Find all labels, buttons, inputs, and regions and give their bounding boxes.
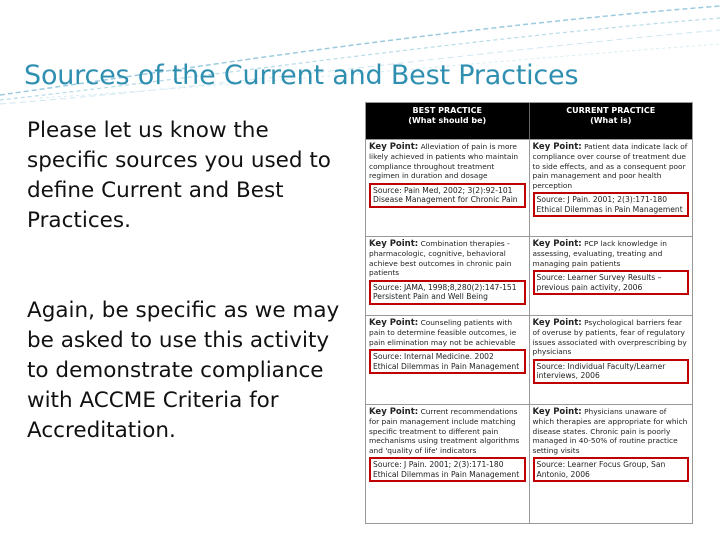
- header-best-subtitle: (What should be): [408, 116, 487, 125]
- current-practice-cell: [529, 316, 693, 404]
- current-practice-cell: [529, 140, 693, 236]
- table-row: [366, 404, 692, 524]
- key-point-text: Current recommendations for pain management include matching specific treatment to different pain mechanisms using treatment algorithms and 'quality of life' indicators: [369, 407, 520, 455]
- key-point-label: Key Point:: [369, 407, 419, 417]
- table-row: [366, 236, 692, 315]
- key-point-label: Key Point:: [532, 142, 582, 152]
- key-point-label: Key Point:: [532, 407, 582, 417]
- key-point-label: Key Point:: [369, 239, 419, 249]
- table-row: [366, 139, 692, 236]
- compliance-paragraph: Again, be specific as we may be asked to use this activity to demonstrate compliance with ACCME Criteria for Accreditation.: [27, 298, 340, 443]
- key-point-label: Key Point:: [369, 318, 419, 328]
- practice-comparison-table: [365, 102, 693, 524]
- best-practice-cell: [366, 316, 529, 404]
- key-point-text: PCP lack knowledge in assessing, evaluating, treating and managing pain patients: [532, 239, 667, 268]
- key-point-label: Key Point:: [532, 239, 582, 249]
- key-point-text: Counseling patients with pain to determine feasible outcomes, ie pain elimination may not be achievable: [369, 318, 517, 347]
- best-practice-cell: [366, 405, 529, 524]
- header-current-title: CURRENT PRACTICE: [566, 106, 656, 115]
- source-citation: Source: Internal Medicine. 2002 Ethical Dilemmas in Pain Management: [369, 349, 526, 374]
- source-citation: Source: Pain Med, 2002; 3(2):92-101 Disease Management for Chronic Pain: [369, 183, 526, 208]
- current-practice-cell: [529, 405, 693, 524]
- source-citation: Source: Learner Survey Results – previous pain activity, 2006: [533, 270, 690, 295]
- best-practice-cell: [366, 140, 529, 236]
- source-citation: Source: J Pain. 2001; 2(3):171-180 Ethical Dilemmas in Pain Management: [369, 457, 526, 482]
- header-current-subtitle: (What is): [590, 116, 632, 125]
- key-point-label: Key Point:: [532, 318, 582, 328]
- header-current-practice: [529, 103, 693, 139]
- source-citation: Source: J Pain. 2001; 2(3):171-180 Ethical Dilemmas in Pain Management: [533, 192, 690, 217]
- header-best-title: BEST PRACTICE: [412, 106, 482, 115]
- header-best-practice: [366, 103, 529, 139]
- source-citation: Source: Individual Faculty/Learner interviews, 2006: [533, 359, 690, 384]
- key-point-label: Key Point:: [369, 142, 419, 152]
- slide-title: Sources of the Current and Best Practices: [24, 60, 579, 91]
- current-practice-cell: [529, 237, 693, 315]
- best-practice-cell: [366, 237, 529, 315]
- table-header: [366, 103, 692, 139]
- key-point-text: Combination therapies - pharmacologic, cognitive, behavioral achieve best outcomes in chronic pain patients: [369, 239, 512, 278]
- key-point-text: Psychological barriers fear of overuse by patients, fear of regulatory issues associated with overprescribing by physicians: [532, 318, 687, 357]
- key-point-text: Alleviation of pain is more likely achieved in patients who maintain compliance throughout treatment regimen in duration and dosage: [369, 142, 519, 181]
- source-citation: Source: Learner Focus Group, San Antonio, 2006: [533, 457, 690, 482]
- key-point-text: Physicians unaware of which therapies are appropriate for which disease states. Chronic pain is poorly managed in 40-50% of routine practice setting visits: [532, 407, 688, 455]
- instruction-paragraph: Please let us know the specific sources you used to define Current and Best Practices.: [27, 118, 331, 233]
- key-point-text: Patient data indicate lack of compliance over course of treatment due to side effects, and as a consequent poor pain management and poor health perception: [532, 142, 688, 190]
- decorative-swoosh: [0, 0, 720, 110]
- source-citation: Source: JAMA, 1998;8,280(2):147-151 Persistent Pain and Well Being: [369, 280, 526, 305]
- table-row: [366, 315, 692, 404]
